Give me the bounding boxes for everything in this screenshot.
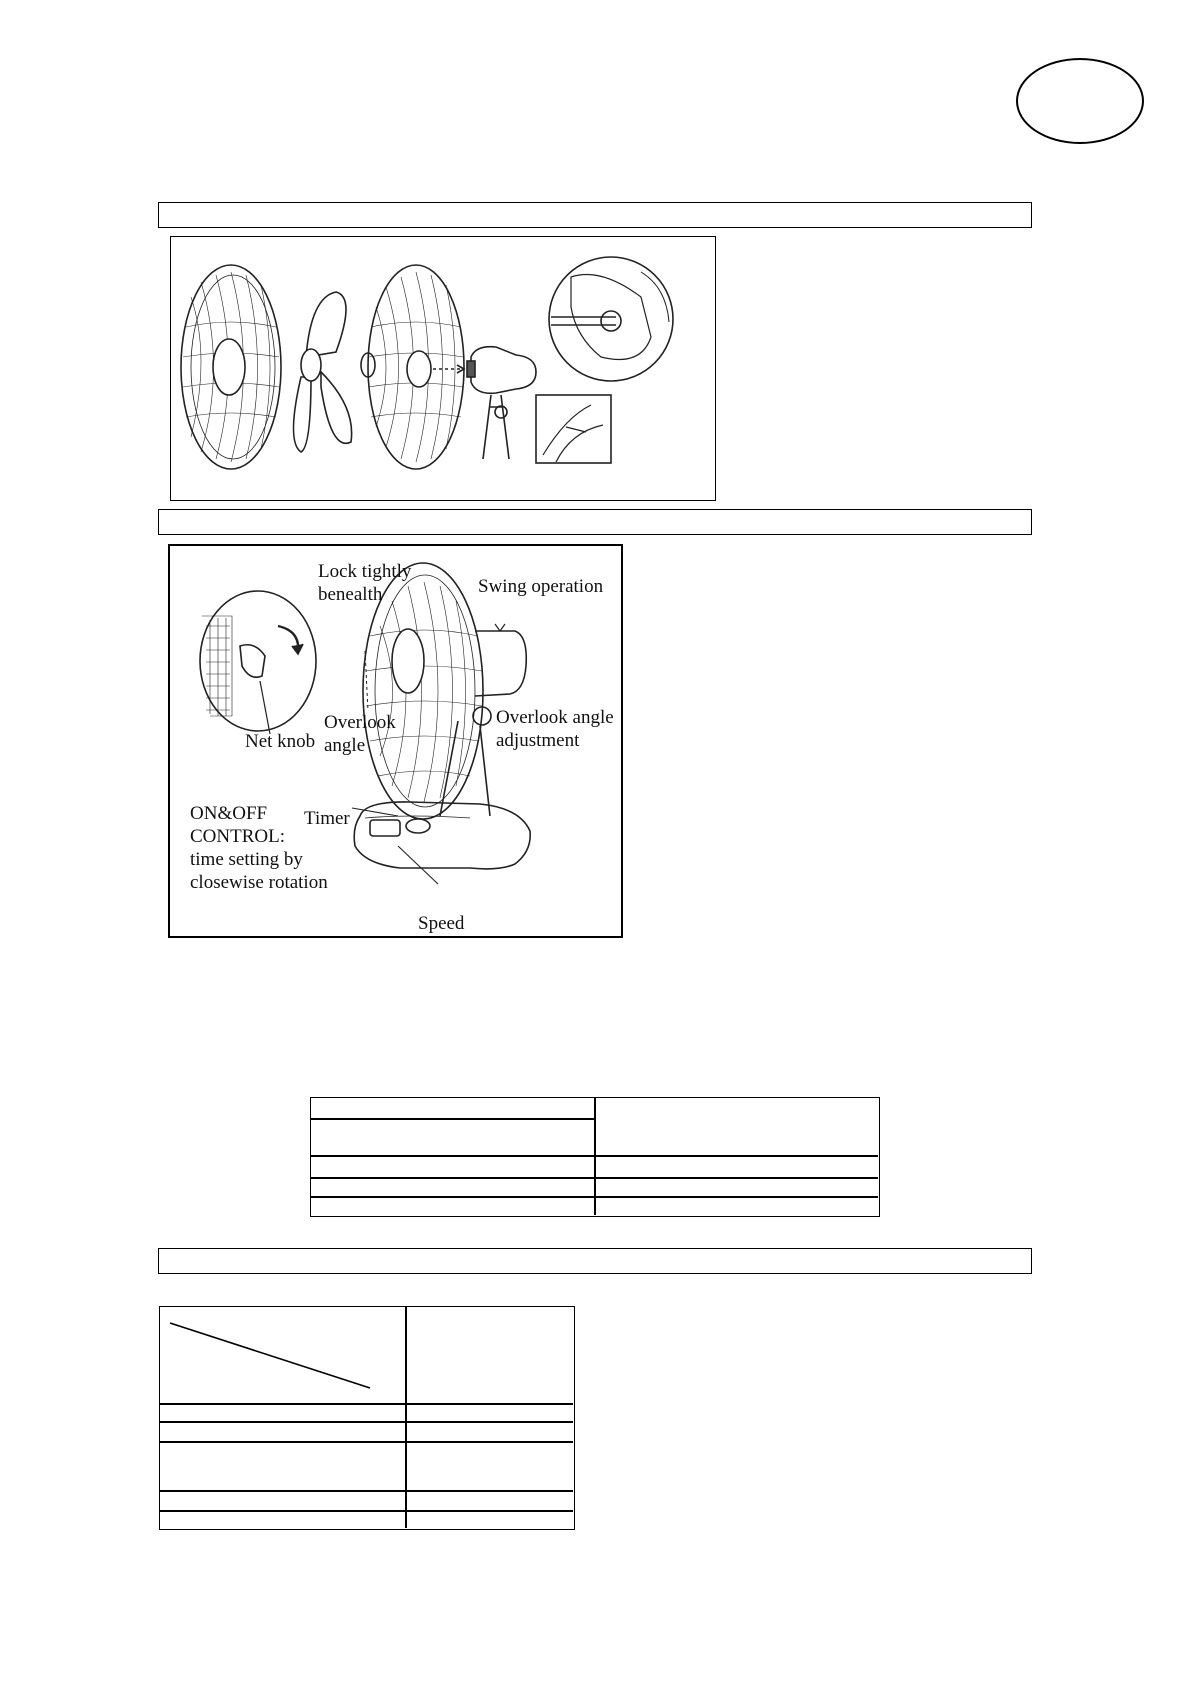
label-net-knob: Net knob [245,731,316,752]
label-overlook-adj-line2: adjustment [496,730,580,751]
spec-table [310,1097,880,1217]
label-lock-line1: Lock tightly [318,561,412,582]
spec-table-row-line [311,1196,878,1198]
label-onoff-line4: closewise rotation [190,872,328,893]
spec-table-row-line [311,1177,878,1179]
section-header-troubleshooting [158,1248,1032,1274]
spec-table-row-line [311,1155,878,1157]
label-onoff-line3: time setting by [190,849,303,870]
label-onoff-line2: CONTROL: [190,826,285,847]
section-header-assembly [158,202,1032,228]
trouble-table-col-divider [405,1307,407,1528]
troubleshooting-table [159,1306,575,1530]
trouble-table-row-line [160,1441,573,1443]
trouble-table-row-line [160,1403,573,1405]
operation-figure [168,544,623,938]
label-swing-operation: Swing operation [478,576,604,597]
trouble-table-row-line [160,1490,573,1492]
label-overlook-adj-line1: Overlook angle [496,707,614,728]
label-timer: Timer [304,808,350,829]
label-overlook [324,711,396,757]
assembly-figure [170,236,716,501]
label-overlook-line1: Overlook [324,712,396,733]
spec-table-row-line [311,1118,594,1120]
trouble-table-row-line [160,1510,573,1512]
label-lock [318,560,411,606]
diagonal-header-line [160,1307,405,1403]
label-overlook-line2: angle [324,735,366,756]
label-lock-line2: benealth [318,584,383,605]
label-speed: Speed [418,913,465,934]
exploded-fan-illustration [171,237,714,499]
label-overlook-adjustment [496,706,614,752]
language-badge [1016,58,1144,144]
section-header-operation [158,509,1032,535]
label-onoff-line1: ON&OFF [190,803,268,824]
trouble-table-row-line [160,1421,573,1423]
